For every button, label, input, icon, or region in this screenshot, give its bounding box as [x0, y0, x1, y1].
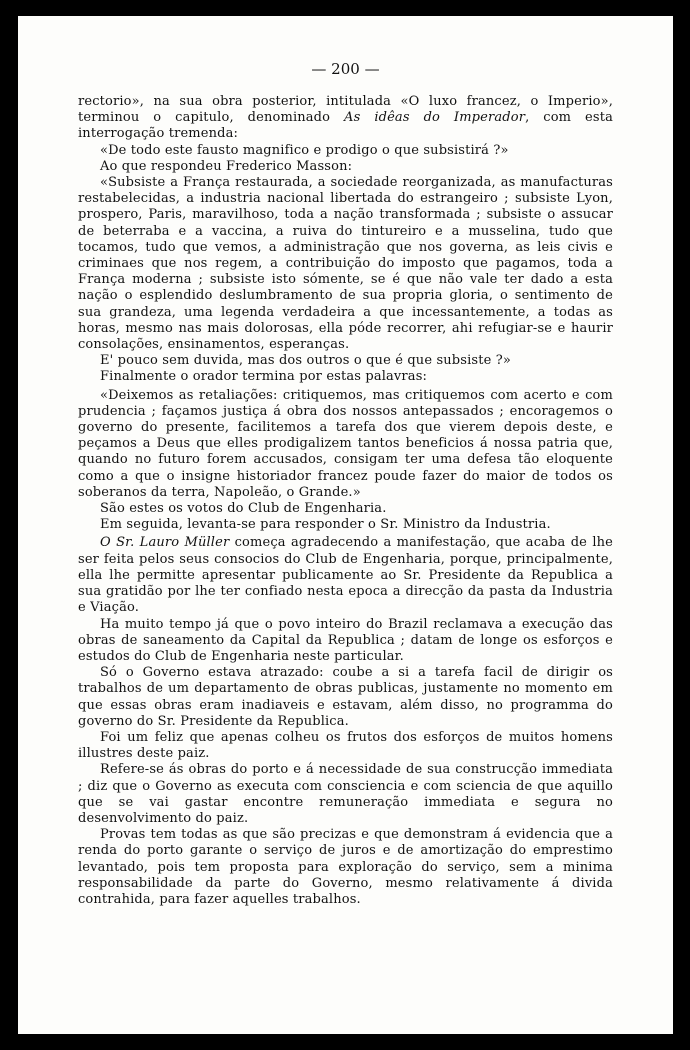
paragraph: Em seguida, levanta-se para responder o Sr. Ministro da Industria.	[100, 517, 551, 533]
paragraph: Refere-se ás obras do porto e á necessidade de sua construcção immediata ; diz que o Governo as executa com consciencia e com sciencia de que aquillo que se vai gastar encontre remuneração immediata e segura no desenvolvimento do paiz.	[78, 762, 613, 826]
paragraph: Ao que respondeu Frederico Masson:	[100, 158, 353, 174]
paragraph: Finalmente o orador termina por estas palavras:	[100, 369, 428, 385]
paragraph: «Subsiste a França restaurada, a sociedade reorganizada, as manufacturas restabelecidas, a industria nacional libertada do estrangeiro ; subsiste Lyon, prospero, Paris, maravilhoso, toda a nação transformada ; subsiste o assucar de beterraba e a vaccina, a ruiva do tintureiro e a musselina, tudo que tocamos, tudo que vemos, a administração que nos governa, as leis civis e criminaes que nos regem, a contribuição do imposto que pagamos, toda a França moderna ; subsiste isto sómente, se é que não vale ter dado a esta nação o esplendido deslumbramento de sua propria gloria, o sentimento de sua grandeza, uma legenda verdadeira a que incessantemente, a todas as horas, mesmo nas mais dolorosas, ella póde recorrer, ahi refugiar-se e haurir consolações, ensinamentos, esperanças.	[78, 175, 613, 353]
paragraph: São estes os votos do Club de Engenharia.	[100, 501, 387, 517]
speaker-name: O Sr. Lauro Müller	[100, 535, 230, 551]
paragraph-lauro-muller	[78, 535, 613, 616]
paragraph: Só o Governo estava atrazado: coube a si a tarefa facil de dirigir os trabalhos de um departamento de obras publicas, justamente no momento em que essas obras eram inadiaveis e estavam, além disso, no programma do governo do Sr. Presidente da Republica.	[78, 665, 613, 729]
page-body	[78, 94, 613, 908]
book-title: As idêas do Imperador	[344, 110, 526, 126]
paragraph: Provas tem todas as que são precizas e que demonstram á evidencia que a renda do porto garante o serviço de juros e de amortização do emprestimo levantado, pois tem proposta para exploração do serviço, sem a minima responsabilidade da parte do Governo, mesmo relativamente á divida contrahida, para fazer aquelles trabalhos.	[78, 827, 613, 907]
paragraph: Ha muito tempo já que o povo inteiro do Brazil reclamava a execução das obras de saneamento da Capital da Republica ; datam de longe os esforços e estudos do Club de Engenharia neste particular.	[78, 616, 613, 664]
paragraph: Foi um feliz que apenas colheu os frutos dos esforços de muitos homens illustres deste paiz.	[78, 729, 613, 762]
paragraph: «Deixemos as retaliações: critiquemos, mas critiquemos com acerto e com prudencia ; façamos justiça á obra dos nossos antepassados ; encoragemos o governo do presente, facilitemos a tarefa dos que vierem depois deste, e peçamos a Deus que elles prodigalizem tantos beneficios á nossa patria que, quando no futuro forem accusados, consigam ter uma defesa tão eloquente como a que o insigne historiador francez poude fazer do maior de todos os soberanos da terra, Napoleão, o Grande.»	[78, 387, 613, 500]
page-number: — 200 —	[311, 60, 380, 78]
paragraph: «De todo este fausto magnifico e prodigo o que subsistirá ?»	[100, 142, 509, 158]
paragraph: E' pouco sem duvida, mas dos outros o que é que subsiste ?»	[100, 353, 511, 369]
paragraph-text: começa agradecendo a manifestação, que acaba de lhe ser feita pelos seus consocios do Club de Engenharia, porque, principalmente, ella lhe permitte apresentar publicamente ao Sr. Presidente da Republica a sua gratidão por lhe ter confiado nesta epoca a direcção da pasta da Industria e Viação.	[78, 535, 613, 616]
book-page	[18, 16, 673, 1034]
paragraph: rectorio», na sua obra posterior, intitulada «O luxo francez, o Imperio», terminou o capitulo, denominado As idêas do Imperador, com esta interrogação tremenda:	[78, 94, 613, 142]
